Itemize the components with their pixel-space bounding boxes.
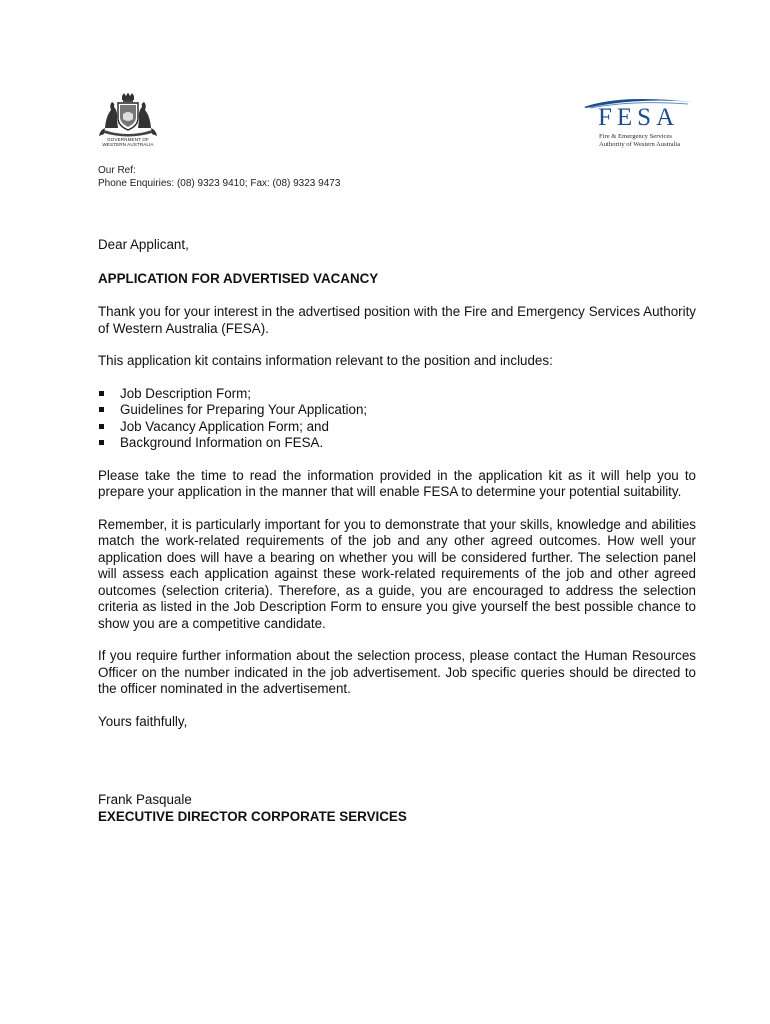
fesa-logo: [582, 96, 694, 152]
fesa-subtitle-line1: Fire & Emergency Services: [599, 133, 672, 140]
closing: Yours faithfully,: [98, 713, 188, 729]
crest-caption: [96, 137, 160, 147]
square-bullet-icon: [99, 424, 104, 429]
crest-caption-line1: GOVERNMENT OF: [107, 137, 149, 142]
letter-subject: APPLICATION FOR ADVERTISED VACANCY: [98, 270, 379, 286]
square-bullet-icon: [99, 391, 104, 396]
list-item: [98, 402, 696, 419]
signatory-name: Frank Pasquale: [98, 792, 192, 807]
list-item: [98, 435, 696, 452]
list-item-text: Guidelines for Preparing Your Application;: [120, 402, 368, 417]
fesa-subtitle-line2: Authority of Western Australia: [599, 140, 681, 148]
list-item-text: Background Information on FESA.: [120, 435, 324, 450]
square-bullet-icon: [99, 407, 104, 412]
list-item-text: Job Vacancy Application Form; and: [120, 418, 329, 434]
square-bullet-icon: [99, 440, 104, 445]
list-item-text: Job Description Form;: [120, 385, 251, 401]
paragraph-selection-criteria: Remember, it is particularly important for you to demonstrate that your skills, knowledge and abilities match the work-related requirements of the job and any other agreed outcomes. How well your application does will have a bearing on whether you will be considered further. The selection panel will assess each application against these work-related requirements of the job and other agreed outcomes (selection criteria). Therefore, as a guide, you are encouraged to address the selection criteria as listed in the Job Description Form to ensure you give yourself the best possible chance to show you are a competitive candidate.: [98, 516, 696, 631]
paragraph-kit-contents: This application kit contains information relevant to the position and includes:: [98, 353, 553, 368]
crest-emblem-icon: [96, 92, 160, 138]
signatory-title: EXECUTIVE DIRECTOR CORPORATE SERVICES: [98, 808, 407, 824]
letter-body: [98, 237, 696, 825]
fesa-wordmark: FESA: [598, 104, 680, 131]
paragraph-intro: Thank you for your interest in the advertised position with the Fire and Emergency Services Authority of Western Australia (FESA).: [98, 304, 696, 336]
fesa-subtitle: [599, 133, 680, 148]
salutation: Dear Applicant,: [98, 237, 189, 252]
our-ref: Our Ref:: [98, 165, 136, 176]
crest-caption-line2: WESTERN AUSTRALIA: [102, 142, 154, 147]
paragraph-further-information: If you require further information about the selection process, please contact the Human Resources Officer on the number indicated in the job advertisement. Job specific queries should be directed to the officer nominated in the advertisement.: [98, 648, 696, 696]
kit-contents-list: [98, 386, 696, 452]
paragraph-read-kit: Please take the time to read the information provided in the application kit as it will help you to prepare your application in the manner that will enable FESA to determine your potential suitability.: [98, 467, 696, 499]
list-item: [98, 419, 696, 436]
list-item: [98, 386, 696, 403]
phone-enquiries: Phone Enquiries: (08) 9323 9410; Fax: (08) 9323 9473: [98, 178, 341, 189]
reference-block: [98, 164, 340, 190]
